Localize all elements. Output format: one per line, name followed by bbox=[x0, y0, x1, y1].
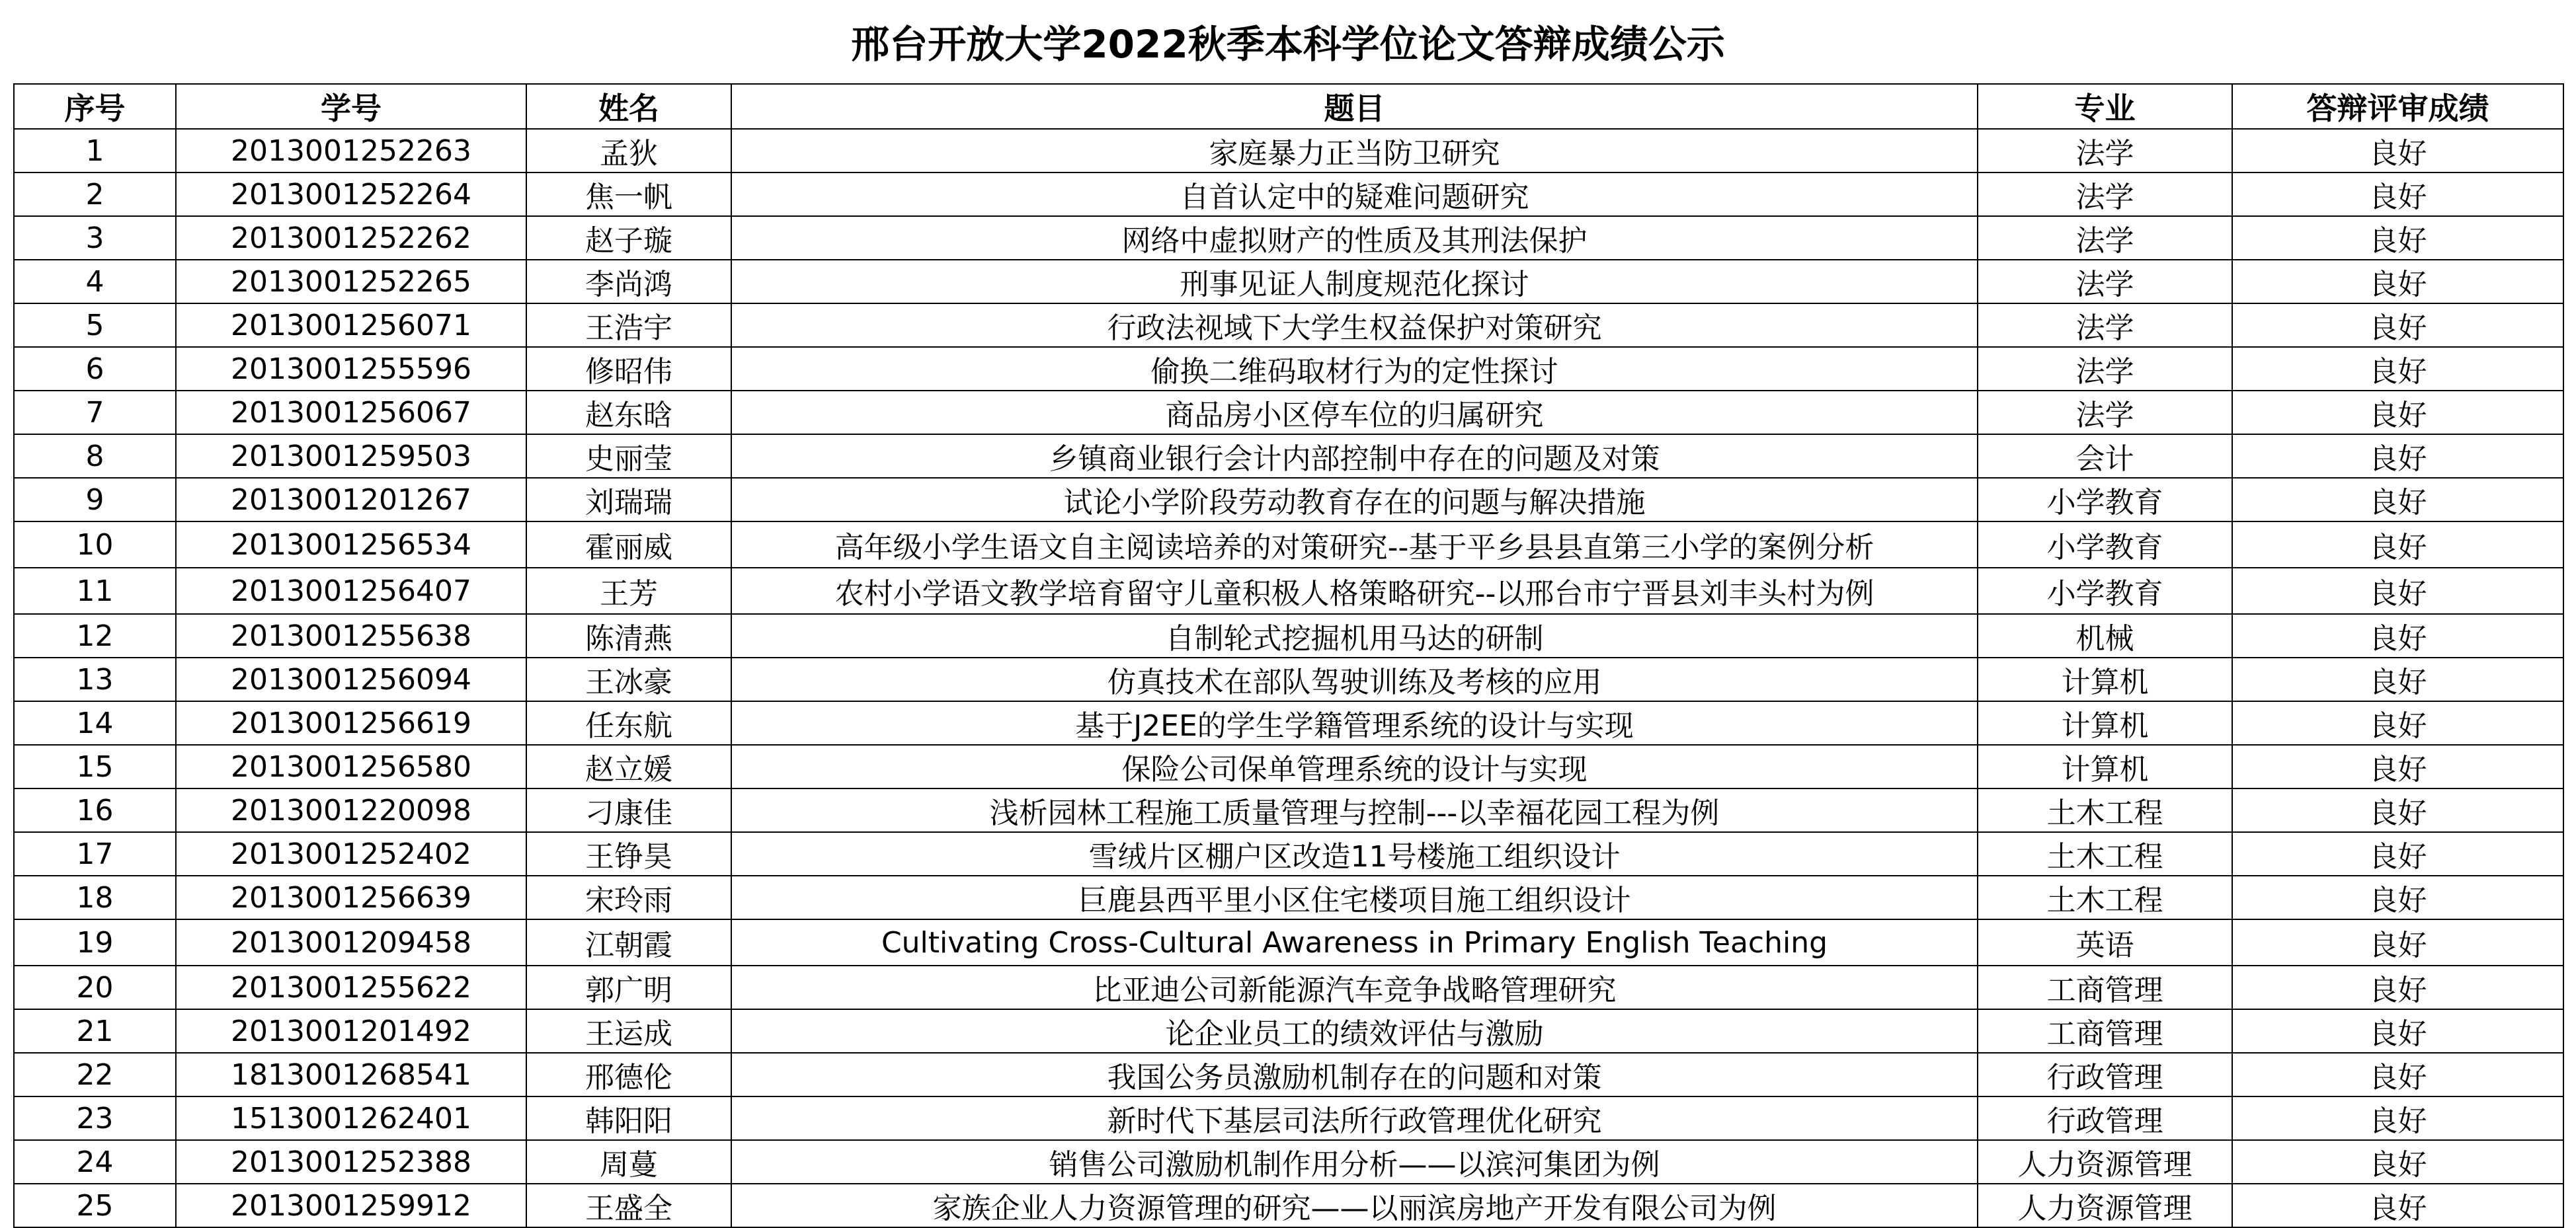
cell-grade: 良好 bbox=[2232, 1009, 2563, 1053]
cell-student-id: 1513001262401 bbox=[176, 1096, 526, 1140]
cell-topic: 高年级小学生语文自主阅读培养的对策研究--基于平乡县县直第三小学的案例分析 bbox=[731, 521, 1978, 568]
cell-index: 15 bbox=[14, 745, 176, 788]
cell-name: 王冰豪 bbox=[526, 658, 731, 701]
cell-name: 王运成 bbox=[526, 1009, 731, 1053]
cell-grade: 良好 bbox=[2232, 173, 2563, 216]
cell-major: 土木工程 bbox=[1978, 788, 2232, 832]
cell-name: 王浩宇 bbox=[526, 303, 731, 347]
table-row bbox=[14, 129, 2563, 173]
cell-student-id: 2013001255622 bbox=[176, 966, 526, 1009]
cell-name: 修昭伟 bbox=[526, 347, 731, 391]
cell-name: 刘瑞瑞 bbox=[526, 478, 731, 521]
cell-student-id: 2013001255596 bbox=[176, 347, 526, 391]
cell-index: 22 bbox=[14, 1053, 176, 1096]
cell-grade: 良好 bbox=[2232, 1184, 2563, 1227]
cell-grade: 良好 bbox=[2232, 391, 2563, 434]
cell-topic: 仿真技术在部队驾驶训练及考核的应用 bbox=[731, 658, 1978, 701]
cell-student-id: 2013001201267 bbox=[176, 478, 526, 521]
grades-table bbox=[13, 83, 2564, 1228]
cell-student-id: 2013001201492 bbox=[176, 1009, 526, 1053]
cell-grade: 良好 bbox=[2232, 788, 2563, 832]
cell-index: 3 bbox=[14, 216, 176, 260]
cell-index: 10 bbox=[14, 521, 176, 568]
table-row bbox=[14, 1053, 2563, 1096]
cell-topic: 销售公司激励机制作用分析——以滨河集团为例 bbox=[731, 1140, 1978, 1184]
cell-grade: 良好 bbox=[2232, 521, 2563, 568]
cell-name: 赵立媛 bbox=[526, 745, 731, 788]
table-header-row bbox=[14, 84, 2563, 129]
cell-student-id: 2013001220098 bbox=[176, 788, 526, 832]
cell-topic: 家族企业人力资源管理的研究——以丽滨房地产开发有限公司为例 bbox=[731, 1184, 1978, 1227]
cell-name: 王盛全 bbox=[526, 1184, 731, 1227]
cell-topic: 论企业员工的绩效评估与激励 bbox=[731, 1009, 1978, 1053]
cell-topic: 试论小学阶段劳动教育存在的问题与解决措施 bbox=[731, 478, 1978, 521]
cell-name: 王芳 bbox=[526, 568, 731, 614]
cell-topic: 自首认定中的疑难问题研究 bbox=[731, 173, 1978, 216]
cell-name: 陈清燕 bbox=[526, 614, 731, 658]
cell-major: 行政管理 bbox=[1978, 1096, 2232, 1140]
cell-topic: 网络中虚拟财产的性质及其刑法保护 bbox=[731, 216, 1978, 260]
cell-major: 会计 bbox=[1978, 434, 2232, 478]
cell-major: 法学 bbox=[1978, 260, 2232, 303]
header-name: 姓名 bbox=[526, 84, 731, 129]
cell-topic: 行政法视域下大学生权益保护对策研究 bbox=[731, 303, 1978, 347]
cell-index: 20 bbox=[14, 966, 176, 1009]
cell-index: 23 bbox=[14, 1096, 176, 1140]
cell-major: 计算机 bbox=[1978, 701, 2232, 745]
cell-topic: 偷换二维码取材行为的定性探讨 bbox=[731, 347, 1978, 391]
cell-index: 24 bbox=[14, 1140, 176, 1184]
cell-name: 江朝霞 bbox=[526, 919, 731, 966]
cell-student-id: 2013001256071 bbox=[176, 303, 526, 347]
cell-index: 14 bbox=[14, 701, 176, 745]
cell-name: 赵子璇 bbox=[526, 216, 731, 260]
cell-topic: 自制轮式挖掘机用马达的研制 bbox=[731, 614, 1978, 658]
cell-topic: 雪绒片区棚户区改造11号楼施工组织设计 bbox=[731, 832, 1978, 876]
cell-grade: 良好 bbox=[2232, 701, 2563, 745]
cell-topic: 基于J2EE的学生学籍管理系统的设计与实现 bbox=[731, 701, 1978, 745]
cell-major: 小学教育 bbox=[1978, 521, 2232, 568]
cell-topic: Cultivating Cross-Cultural Awareness in Primary English Teaching bbox=[731, 919, 1978, 966]
cell-student-id: 2013001252263 bbox=[176, 129, 526, 173]
table-row bbox=[14, 1184, 2563, 1227]
cell-grade: 良好 bbox=[2232, 614, 2563, 658]
cell-name: 焦一帆 bbox=[526, 173, 731, 216]
cell-topic: 家庭暴力正当防卫研究 bbox=[731, 129, 1978, 173]
cell-grade: 良好 bbox=[2232, 1096, 2563, 1140]
cell-major: 法学 bbox=[1978, 129, 2232, 173]
cell-index: 6 bbox=[14, 347, 176, 391]
cell-grade: 良好 bbox=[2232, 832, 2563, 876]
cell-index: 2 bbox=[14, 173, 176, 216]
table-row bbox=[14, 347, 2563, 391]
cell-topic: 巨鹿县西平里小区住宅楼项目施工组织设计 bbox=[731, 876, 1978, 919]
cell-student-id: 2013001256639 bbox=[176, 876, 526, 919]
table-row bbox=[14, 1009, 2563, 1053]
cell-index: 21 bbox=[14, 1009, 176, 1053]
cell-major: 小学教育 bbox=[1978, 478, 2232, 521]
page-title: 邢台开放大学2022秋季本科学位论文答辩成绩公示 bbox=[851, 22, 1725, 67]
cell-major: 法学 bbox=[1978, 216, 2232, 260]
cell-name: 李尚鸿 bbox=[526, 260, 731, 303]
cell-student-id: 2013001256580 bbox=[176, 745, 526, 788]
cell-student-id: 2013001256067 bbox=[176, 391, 526, 434]
cell-name: 宋玲雨 bbox=[526, 876, 731, 919]
cell-name: 赵东晗 bbox=[526, 391, 731, 434]
cell-student-id: 2013001256534 bbox=[176, 521, 526, 568]
table-row bbox=[14, 788, 2563, 832]
cell-name: 邢德伦 bbox=[526, 1053, 731, 1096]
cell-grade: 良好 bbox=[2232, 876, 2563, 919]
cell-major: 法学 bbox=[1978, 303, 2232, 347]
cell-index: 25 bbox=[14, 1184, 176, 1227]
table-row bbox=[14, 658, 2563, 701]
table-row bbox=[14, 303, 2563, 347]
cell-major: 法学 bbox=[1978, 391, 2232, 434]
cell-major: 人力资源管理 bbox=[1978, 1140, 2232, 1184]
header-index: 序号 bbox=[14, 84, 176, 129]
cell-index: 5 bbox=[14, 303, 176, 347]
table-row bbox=[14, 1140, 2563, 1184]
cell-major: 行政管理 bbox=[1978, 1053, 2232, 1096]
cell-index: 1 bbox=[14, 129, 176, 173]
cell-name: 任东航 bbox=[526, 701, 731, 745]
cell-major: 机械 bbox=[1978, 614, 2232, 658]
cell-topic: 比亚迪公司新能源汽车竞争战略管理研究 bbox=[731, 966, 1978, 1009]
cell-grade: 良好 bbox=[2232, 260, 2563, 303]
table-row bbox=[14, 614, 2563, 658]
cell-name: 孟狄 bbox=[526, 129, 731, 173]
cell-topic: 浅析园林工程施工质量管理与控制---以幸福花园工程为例 bbox=[731, 788, 1978, 832]
cell-major: 小学教育 bbox=[1978, 568, 2232, 614]
cell-topic: 刑事见证人制度规范化探讨 bbox=[731, 260, 1978, 303]
cell-name: 王铮昊 bbox=[526, 832, 731, 876]
cell-index: 7 bbox=[14, 391, 176, 434]
table-row bbox=[14, 521, 2563, 568]
cell-grade: 良好 bbox=[2232, 434, 2563, 478]
table-row bbox=[14, 1096, 2563, 1140]
table-row bbox=[14, 260, 2563, 303]
cell-name: 郭广明 bbox=[526, 966, 731, 1009]
header-major: 专业 bbox=[1978, 84, 2232, 129]
cell-major: 法学 bbox=[1978, 347, 2232, 391]
cell-student-id: 1813001268541 bbox=[176, 1053, 526, 1096]
cell-student-id: 2013001252388 bbox=[176, 1140, 526, 1184]
cell-grade: 良好 bbox=[2232, 303, 2563, 347]
cell-student-id: 2013001252265 bbox=[176, 260, 526, 303]
cell-major: 人力资源管理 bbox=[1978, 1184, 2232, 1227]
cell-student-id: 2013001209458 bbox=[176, 919, 526, 966]
header-grade: 答辩评审成绩 bbox=[2232, 84, 2563, 129]
cell-student-id: 2013001256094 bbox=[176, 658, 526, 701]
cell-major: 计算机 bbox=[1978, 658, 2232, 701]
table-row bbox=[14, 876, 2563, 919]
cell-grade: 良好 bbox=[2232, 347, 2563, 391]
cell-grade: 良好 bbox=[2232, 919, 2563, 966]
table-row bbox=[14, 173, 2563, 216]
cell-student-id: 2013001252402 bbox=[176, 832, 526, 876]
cell-topic: 乡镇商业银行会计内部控制中存在的问题及对策 bbox=[731, 434, 1978, 478]
cell-student-id: 2013001256619 bbox=[176, 701, 526, 745]
cell-grade: 良好 bbox=[2232, 658, 2563, 701]
cell-student-id: 2013001259912 bbox=[176, 1184, 526, 1227]
cell-student-id: 2013001259503 bbox=[176, 434, 526, 478]
cell-index: 17 bbox=[14, 832, 176, 876]
table-row bbox=[14, 745, 2563, 788]
cell-student-id: 2013001252262 bbox=[176, 216, 526, 260]
cell-student-id: 2013001256407 bbox=[176, 568, 526, 614]
cell-grade: 良好 bbox=[2232, 129, 2563, 173]
table-row bbox=[14, 701, 2563, 745]
cell-topic: 农村小学语文教学培育留守儿童积极人格策略研究--以邢台市宁晋县刘丰头村为例 bbox=[731, 568, 1978, 614]
cell-major: 英语 bbox=[1978, 919, 2232, 966]
cell-grade: 良好 bbox=[2232, 966, 2563, 1009]
cell-grade: 良好 bbox=[2232, 478, 2563, 521]
cell-name: 霍丽威 bbox=[526, 521, 731, 568]
cell-index: 13 bbox=[14, 658, 176, 701]
cell-index: 12 bbox=[14, 614, 176, 658]
cell-major: 工商管理 bbox=[1978, 1009, 2232, 1053]
cell-major: 工商管理 bbox=[1978, 966, 2232, 1009]
cell-name: 史丽莹 bbox=[526, 434, 731, 478]
cell-index: 18 bbox=[14, 876, 176, 919]
cell-student-id: 2013001255638 bbox=[176, 614, 526, 658]
cell-index: 4 bbox=[14, 260, 176, 303]
table-row bbox=[14, 434, 2563, 478]
table-row bbox=[14, 966, 2563, 1009]
table-row bbox=[14, 568, 2563, 614]
cell-grade: 良好 bbox=[2232, 745, 2563, 788]
table-row bbox=[14, 391, 2563, 434]
cell-student-id: 2013001252264 bbox=[176, 173, 526, 216]
cell-index: 8 bbox=[14, 434, 176, 478]
cell-index: 11 bbox=[14, 568, 176, 614]
header-topic: 题目 bbox=[731, 84, 1978, 129]
table-row bbox=[14, 832, 2563, 876]
cell-topic: 新时代下基层司法所行政管理优化研究 bbox=[731, 1096, 1978, 1140]
cell-name: 刁康佳 bbox=[526, 788, 731, 832]
cell-topic: 我国公务员激励机制存在的问题和对策 bbox=[731, 1053, 1978, 1096]
table-row bbox=[14, 216, 2563, 260]
header-student-id: 学号 bbox=[176, 84, 526, 129]
cell-name: 韩阳阳 bbox=[526, 1096, 731, 1140]
cell-grade: 良好 bbox=[2232, 216, 2563, 260]
cell-topic: 保险公司保单管理系统的设计与实现 bbox=[731, 745, 1978, 788]
cell-major: 土木工程 bbox=[1978, 832, 2232, 876]
cell-name: 周蔓 bbox=[526, 1140, 731, 1184]
cell-index: 16 bbox=[14, 788, 176, 832]
cell-major: 土木工程 bbox=[1978, 876, 2232, 919]
cell-topic: 商品房小区停车位的归属研究 bbox=[731, 391, 1978, 434]
cell-index: 9 bbox=[14, 478, 176, 521]
cell-major: 计算机 bbox=[1978, 745, 2232, 788]
cell-index: 19 bbox=[14, 919, 176, 966]
cell-grade: 良好 bbox=[2232, 568, 2563, 614]
cell-major: 法学 bbox=[1978, 173, 2232, 216]
cell-grade: 良好 bbox=[2232, 1140, 2563, 1184]
table-row bbox=[14, 478, 2563, 521]
table-row bbox=[14, 919, 2563, 966]
cell-grade: 良好 bbox=[2232, 1053, 2563, 1096]
